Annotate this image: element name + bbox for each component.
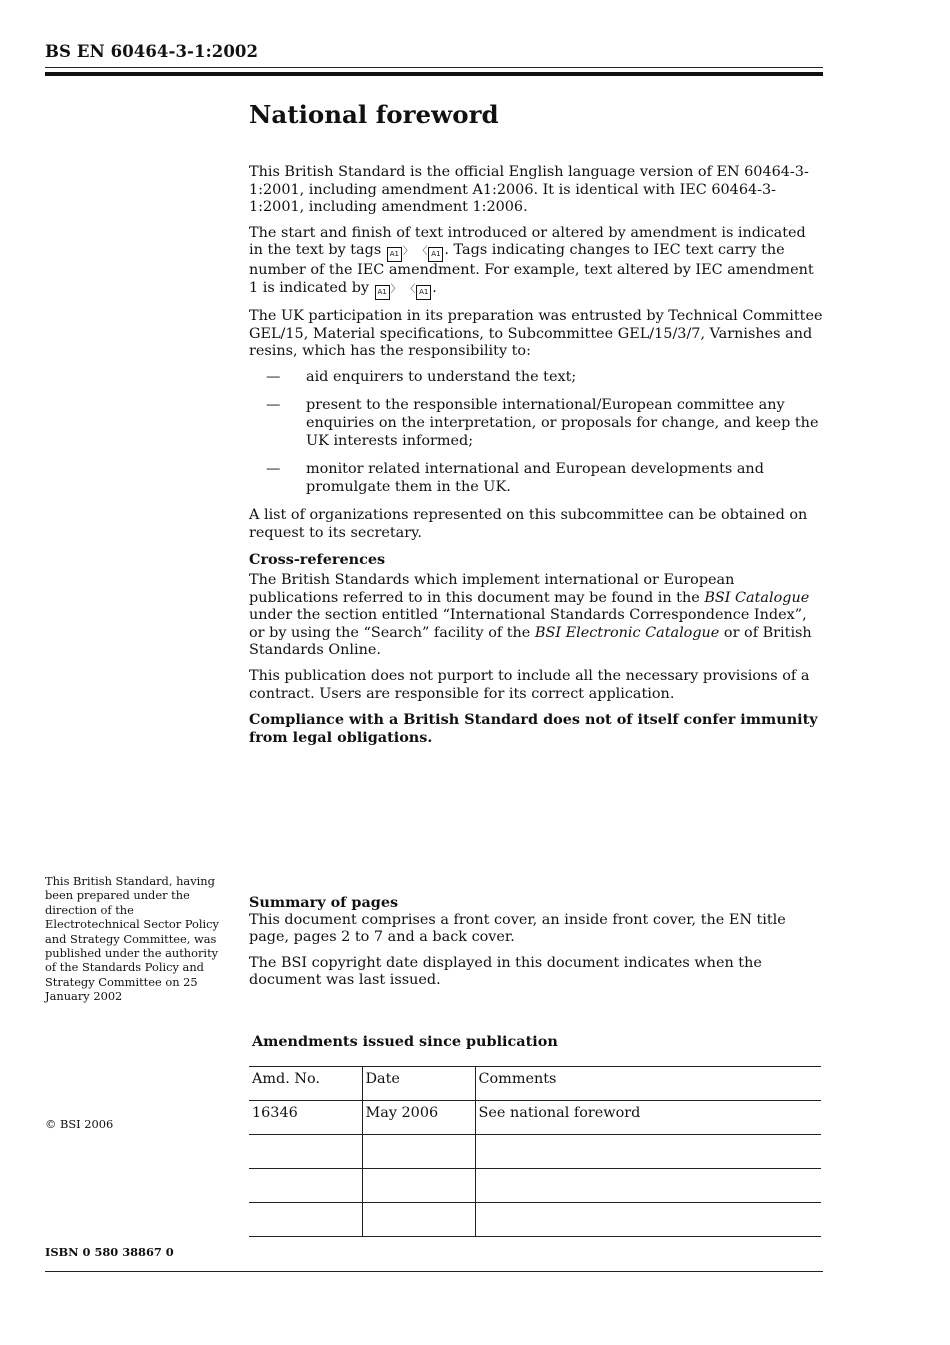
tag-open-arrow: 〉 — [390, 283, 401, 295]
responsibility-list — [249, 369, 824, 497]
table-row — [249, 1101, 821, 1135]
intro-paragraph: This British Standard is the official English language version of EN 60464-3-1:2001, including amendment A1:2006. It is identical with IEC 60464-3-1:2001, including amendment 1:2006. — [249, 164, 809, 216]
foreword-body — [249, 164, 824, 754]
publication-note: This British Standard, having been prepared under the direction of the Electrotechnical Sector Policy and Strategy Committee, was published under the authority of the Standards Policy and Strategy Committee on 25 January 2002 — [45, 874, 219, 1004]
list-item — [249, 461, 824, 496]
provisions-paragraph: This publication does not purport to include all the necessary provisions of a contract. Users are responsible for its correct application. — [249, 668, 810, 702]
list-item-text: monitor related international and European developments and promulgate them in the UK. — [306, 461, 764, 495]
document-id: BS EN 60464-3-1:2002 — [45, 42, 259, 61]
header-amd-no: Amd. No. — [249, 1067, 362, 1101]
table-cell: 16346 — [249, 1101, 362, 1135]
table-cell — [475, 1169, 821, 1203]
xref-text-2: under the section entitled “International Standards Correspondence Index”, or by using the “Search” facility of the — [249, 607, 807, 641]
organizations-paragraph: A list of organizations represented on this subcommittee can be obtained on request to its secretary. — [249, 507, 808, 541]
bsi-catalogue-title: BSI Catalogue — [704, 589, 810, 606]
tags-text-c: . — [432, 279, 437, 296]
table-cell — [249, 1169, 362, 1203]
amendment-open-tag-icon: A1 — [375, 285, 390, 300]
xref-text-1: The British Standards which implement international or European publications referred to in this document may be found in the — [249, 572, 735, 606]
amendment-open-tag-icon: A1 — [387, 247, 402, 262]
page-title: National foreword — [249, 100, 499, 129]
table-cell — [362, 1203, 475, 1237]
bsi-electronic-catalogue-title: BSI Electronic Catalogue — [534, 624, 720, 641]
participation-paragraph: The UK participation in its preparation was entrusted by Technical Committee GEL/15, Material specifications, to Subcommittee GEL/15/3/7, Varnishes and resins, which has the responsibility to: — [249, 307, 823, 360]
cross-references-paragraph — [249, 572, 824, 660]
bullet-dash: — — [266, 461, 281, 478]
table-cell — [475, 1203, 821, 1237]
table-cell — [249, 1135, 362, 1169]
compliance-statement: Compliance with a British Standard does not of itself confer immunity from legal obligations. — [249, 711, 818, 746]
footer-rule — [45, 1271, 823, 1272]
header-rule-thick — [45, 72, 823, 76]
amendment-close-tag-icon: A1 — [428, 247, 443, 262]
amendments-title: Amendments issued since publication — [252, 1033, 558, 1050]
header-date: Date — [362, 1067, 475, 1101]
table-cell — [362, 1135, 475, 1169]
summary-paragraph: This document comprises a front cover, an inside front cover, the EN title page, pages 2 to 7 and a back cover. — [249, 911, 786, 946]
bullet-dash: — — [266, 397, 281, 414]
tags-text-a: The start and finish of text introduced or altered by amendment is indicated in the text by tags — [249, 224, 806, 259]
table-header-row — [249, 1067, 821, 1101]
list-item-text: present to the responsible international/European committee any enquiries on the interpretation, or proposals for change, and keep the UK interests informed; — [306, 397, 819, 449]
table-row — [249, 1203, 821, 1237]
table-cell — [362, 1169, 475, 1203]
xref-text-3: or of British Standards Online. — [249, 624, 812, 659]
isbn-number: ISBN 0 580 38867 0 — [45, 1245, 174, 1259]
table-cell — [249, 1203, 362, 1237]
copyright-notice: © BSI 2006 — [45, 1117, 114, 1131]
list-item-text: aid enquirers to understand the text; — [306, 368, 577, 385]
list-item — [249, 369, 824, 387]
amendment-close-tag-icon: A1 — [416, 285, 431, 300]
header-rule-thin — [45, 67, 823, 68]
header-comments: Comments — [475, 1067, 821, 1101]
table-cell: May 2006 — [362, 1101, 475, 1135]
amendments-table — [249, 1066, 821, 1237]
table-row — [249, 1135, 821, 1169]
copyright-date-paragraph: The BSI copyright date displayed in this document indicates when the document was last issued. — [249, 954, 762, 989]
table-cell: See national foreword — [475, 1101, 821, 1135]
amendment-tags-paragraph — [249, 225, 824, 300]
tags-text-b: . Tags indicating changes to IEC text carry the number of the IEC amendment. For example, text altered by IEC amendment 1 is indicated by — [249, 242, 814, 296]
list-item — [249, 397, 824, 450]
summary-heading: Summary of pages — [249, 894, 399, 911]
cross-references-heading: Cross-references — [249, 550, 386, 568]
summary-of-pages — [249, 894, 824, 998]
bullet-dash: — — [266, 368, 281, 385]
table-row — [249, 1169, 821, 1203]
tag-close-arrow: 〈 — [417, 246, 428, 258]
tag-close-arrow: 〈 — [405, 283, 416, 295]
table-cell — [475, 1135, 821, 1169]
tag-open-arrow: 〉 — [402, 246, 413, 258]
